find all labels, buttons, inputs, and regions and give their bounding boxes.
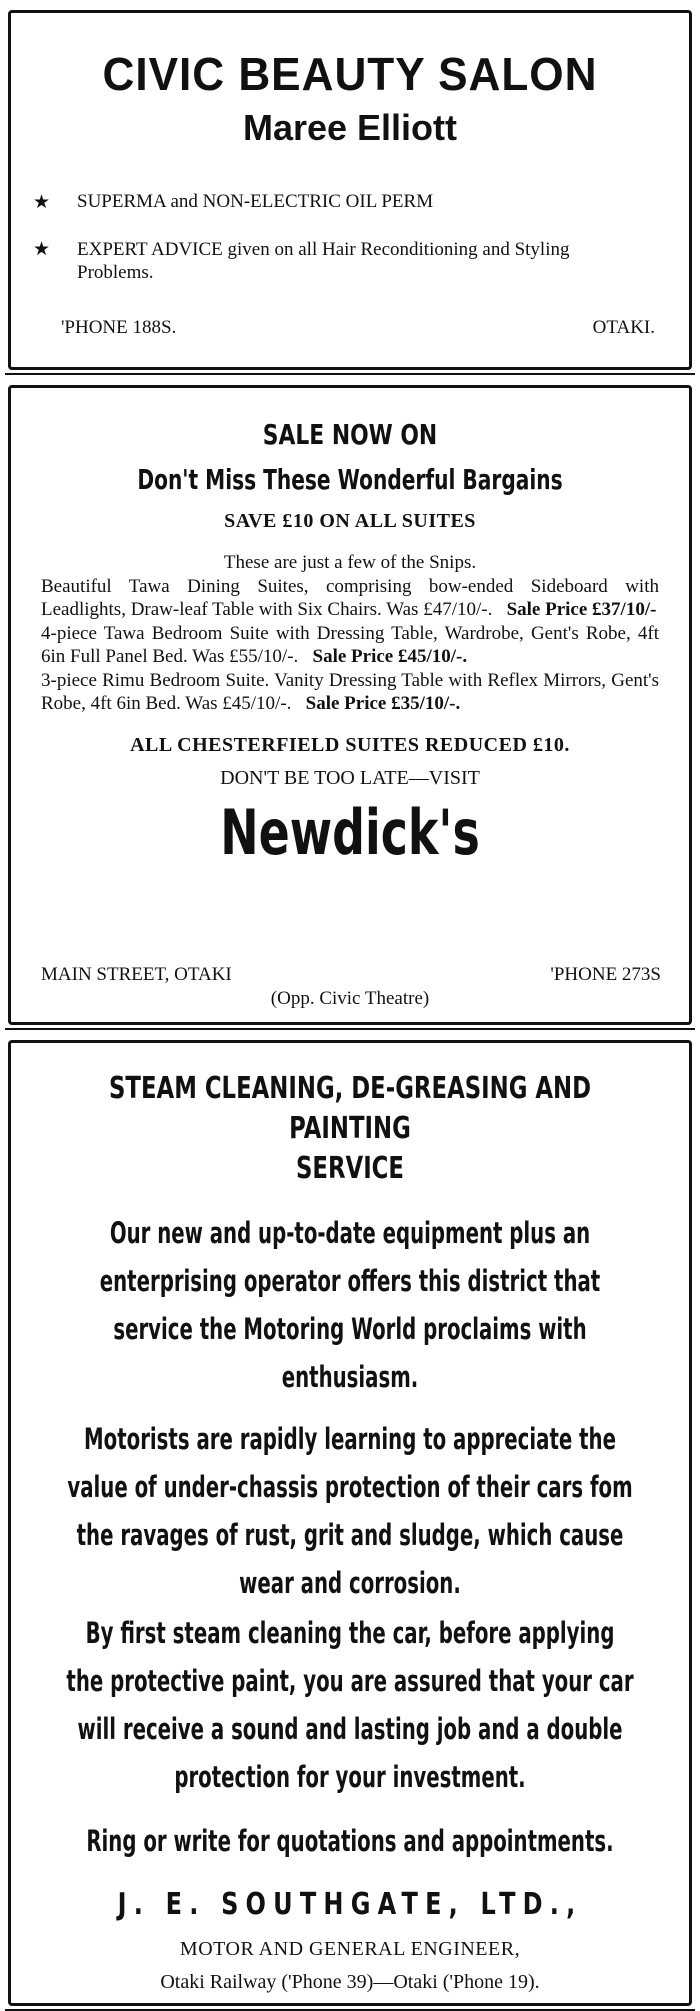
salon-bullet-perm	[33, 191, 669, 213]
salon-title: CIVIC BEAUTY SALON	[102, 48, 598, 100]
sale-item-price: Sale Price £35/10/-.	[305, 693, 461, 714]
service-paragraph: Motorists are rapidly learning to appreciate the value of under-chassis protection of their cars fom the ravages of rust, grit and sludge, which cause wear and corrosion.	[67, 1422, 633, 1600]
sale-item	[41, 575, 659, 622]
newdicks-sale-ad	[8, 385, 692, 1025]
sale-item	[41, 622, 659, 669]
salon-proprietor: Maree Elliott	[242, 107, 458, 148]
sale-subheading: Don't Miss These Wonderful Bargains	[137, 463, 563, 496]
store-landmark: (Opp. Civic Theatre)	[270, 988, 430, 1009]
service-paragraph: Our new and up-to-date equipment plus an enterprising operator offers this district that service the Motoring World proclaims with enthusiasm.	[99, 1216, 601, 1394]
store-address: MAIN STREET, OTAKI	[41, 964, 232, 985]
salon-bullet-text: SUPERMA and NON-ELECTRIC OIL PERM	[77, 191, 434, 212]
chesterfield-offer: ALL CHESTERFIELD SUITES REDUCED £10.	[130, 733, 570, 756]
sale-item-description: 3-piece Rimu Bedroom Suite. Vanity Dressing Table with Reflex Mirrors, Gent's Robe, 4ft 6in Bed.	[41, 669, 659, 714]
star-icon: ★	[33, 192, 51, 213]
firm-name: J. E. SOUTHGATE, LTD.,	[117, 1887, 583, 1922]
sale-items	[41, 551, 659, 716]
store-phone: 'PHONE 273S	[550, 964, 661, 985]
service-paragraph: Ring or write for quotations and appointments.	[86, 1824, 614, 1858]
sale-intro: These are just a few of the Snips.	[223, 552, 477, 573]
service-paragraph: By first steam cleaning the car, before applying the protective paint, you are assured that your car will receive a sound and lasting job and a double protection for your investment.	[66, 1616, 634, 1794]
salon-bullet-text: EXPERT ADVICE given on all Hair Reconditioning and Styling Problems.	[77, 239, 570, 283]
sale-offer: SAVE £10 ON ALL SUITES	[224, 510, 476, 532]
service-heading-line: SERVICE	[296, 1151, 404, 1186]
salon-bullet-advice	[33, 238, 669, 284]
firm-locations: Otaki Railway ('Phone 39)—Otaki ('Phone 19).	[160, 1971, 540, 1993]
sale-heading: SALE NOW ON	[262, 418, 438, 451]
store-address-row	[41, 964, 661, 986]
sale-item-price: Sale Price £45/10/-.	[312, 646, 468, 667]
service-heading	[62, 1069, 638, 1189]
sale-item	[41, 669, 659, 716]
store-brand: Newdick's	[220, 795, 480, 869]
southgate-steam-cleaning-ad	[8, 1040, 692, 2006]
sale-item-description: Beautiful Tawa Dining Suites, comprising bow-ended Sideboard with Leadlights, Draw-leaf Table with Six Chairs.	[41, 575, 659, 620]
sale-item-was: Was £47/10/-.	[386, 599, 493, 620]
salon-footer	[61, 317, 655, 339]
sale-item-was: Was £45/10/-.	[185, 693, 292, 714]
sale-item-price: Sale Price £37/10/-	[506, 599, 657, 620]
service-heading-line: STEAM CLEANING, DE-GREASING AND PAINTING	[108, 1071, 592, 1146]
civic-beauty-salon-ad	[8, 10, 692, 370]
sale-item-description: 4-piece Tawa Bedroom Suite with Dressing Table, Wardrobe, Gent's Robe, 4ft 6in Full Panel Bed.	[41, 622, 659, 667]
star-icon: ★	[33, 239, 51, 260]
salon-phone: 'PHONE 188S.	[61, 317, 177, 338]
sale-item-was: Was £55/10/-.	[192, 646, 299, 667]
call-to-action: DON'T BE TOO LATE—VISIT	[220, 766, 480, 789]
firm-role: MOTOR AND GENERAL ENGINEER,	[179, 1938, 521, 1960]
salon-town: OTAKI.	[592, 317, 655, 338]
